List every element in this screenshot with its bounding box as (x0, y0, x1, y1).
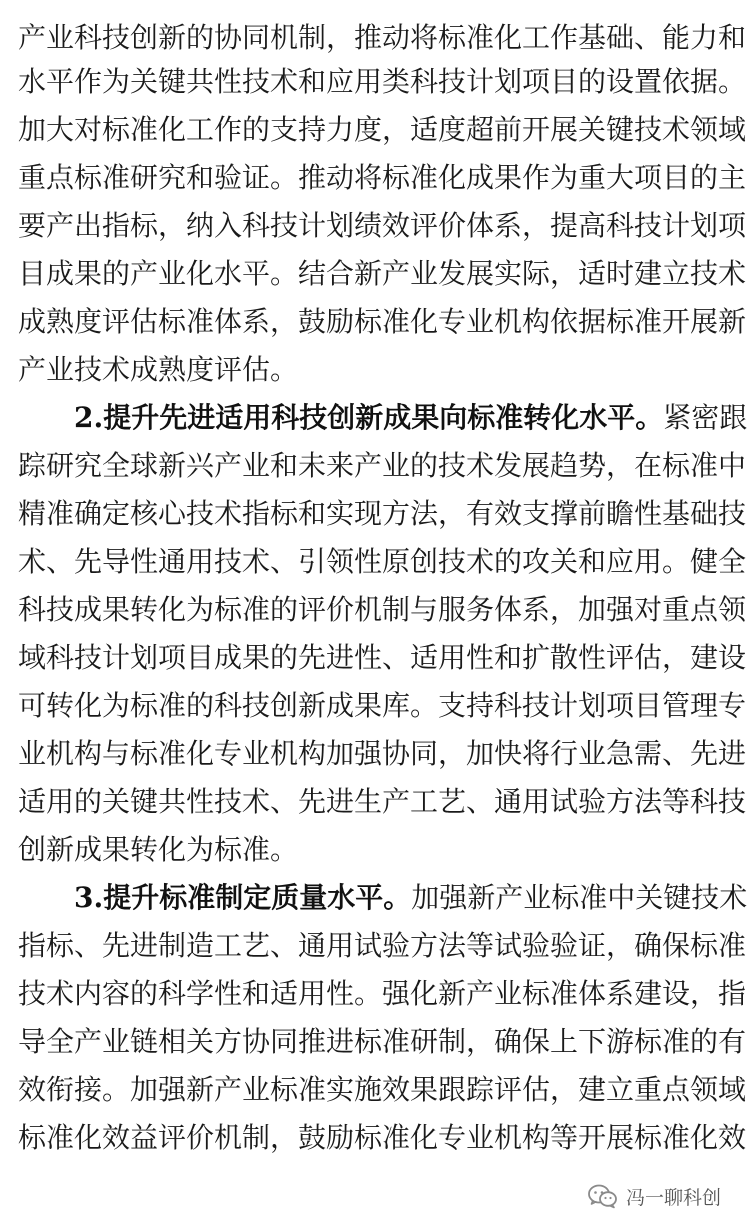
section-2-heading-rest: 紧密跟 (663, 401, 747, 434)
watermark-text: 冯一聊科创 (625, 1186, 721, 1209)
text-line: 导全产业链相关方协同推进标准研制，确保上下游标准的有 (18, 1025, 747, 1058)
text-line: 加大对标准化工作的支持力度，适度超前开展关键技术领域 (18, 113, 747, 146)
text-line: 要产出指标，纳入科技计划绩效评价体系，提高科技计划项 (18, 209, 747, 242)
section-3-heading-rest: 加强新产业标准中关键技术 (411, 881, 747, 914)
text-line: 域科技计划项目成果的先进性、适用性和扩散性评估，建设 (18, 641, 747, 674)
section-2-heading: 2.提升先进适用科技创新成果向标准转化水平。 (74, 401, 664, 434)
text-line: 精准确定核心技术指标和实现方法，有效支撑前瞻性基础技 (18, 497, 747, 530)
text-line: 创新成果转化为标准。 (18, 833, 299, 866)
section-2-first-line (74, 396, 747, 440)
text-line: 踪研究全球新兴产业和未来产业的技术发展趋势，在标准中 (18, 449, 747, 482)
text-line: 科技成果转化为标准的评价机制与服务体系，加强对重点领 (18, 593, 747, 626)
text-line: 效衔接。加强新产业标准实施效果跟踪评估，建立重点领域 (18, 1073, 747, 1106)
wechat-icon (588, 1183, 618, 1209)
text-line: 术、先导性通用技术、引领性原创技术的攻关和应用。健全 (18, 545, 747, 578)
text-line: 水平作为关键共性技术和应用类科技计划项目的设置依据。 (18, 65, 747, 98)
watermark (588, 1178, 721, 1214)
text-line: 指标、先进制造工艺、通用试验方法等试验验证，确保标准 (18, 929, 747, 962)
text-line: 技术内容的科学性和适用性。强化新产业标准体系建设，指 (18, 977, 747, 1010)
section-3-heading: 3.提升标准制定质量水平。 (74, 881, 412, 914)
text-line: 可转化为标准的科技创新成果库。支持科技计划项目管理专 (18, 689, 747, 722)
section-3-first-line (74, 876, 747, 920)
text-line: 重点标准研究和验证。推动将标准化成果作为重大项目的主 (18, 161, 747, 194)
text-line: 标准化效益评价机制，鼓励标准化专业机构等开展标准化效 (18, 1121, 747, 1154)
text-line: 成熟度评估标准体系，鼓励标准化专业机构依据标准开展新 (18, 305, 747, 338)
text-line: 目成果的产业化水平。结合新产业发展实际，适时建立技术 (18, 257, 747, 290)
text-line: 产业技术成熟度评估。 (18, 353, 299, 386)
text-line: 业机构与标准化专业机构加强协同，加快将行业急需、先进 (18, 737, 747, 770)
text-line: 产业科技创新的协同机制，推动将标准化工作基础、能力和 (18, 21, 747, 54)
text-line: 适用的关键共性技术、先进生产工艺、通用试验方法等科技 (18, 785, 747, 818)
